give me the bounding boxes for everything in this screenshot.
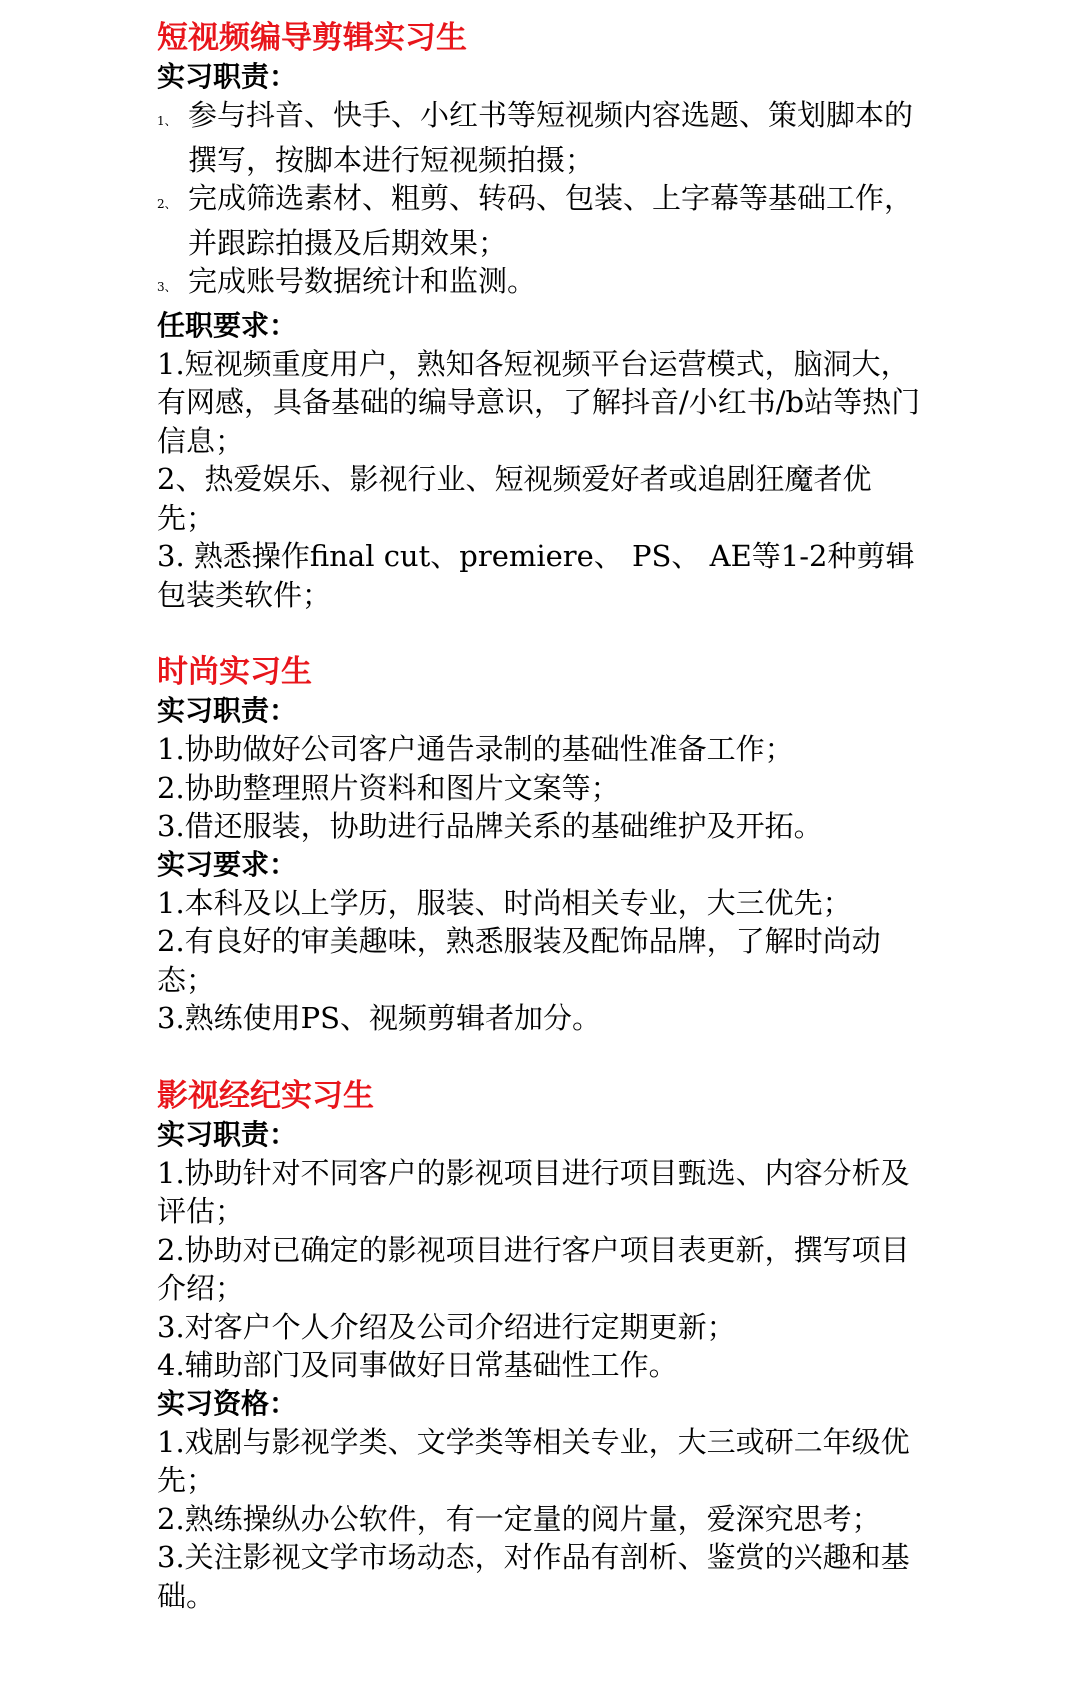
list-item: 2.有良好的审美趣味，熟悉服装及配饰品牌，了解时尚动态； [157, 924, 881, 997]
requirements-heading: 实习要求： [157, 847, 298, 881]
list-item: 2、热爱娱乐、影视行业、短视频爱好者或追剧狂魔者优先； [157, 462, 872, 535]
item-number: 1、 [157, 114, 177, 128]
list-item: 3.借还服装，协助进行品牌关系的基础维护及开拓。 [157, 809, 823, 843]
requirements-heading: 任职要求： [157, 308, 298, 342]
item-number: 2、 [157, 197, 177, 211]
list-item [157, 96, 927, 179]
list-item: 3.熟练使用PS、视频剪辑者加分。 [157, 1001, 602, 1035]
list-item [157, 179, 927, 262]
job-section-film-agent [157, 1076, 927, 1616]
list-item: 1.本科及以上学历，服装、时尚相关专业，大三优先； [157, 885, 852, 920]
job-section-video-editor [157, 18, 927, 614]
duties-heading: 实习职责： [157, 60, 298, 93]
item-text: 参与抖音、快手、小红书等短视频内容选题、策划脚本的撰写，按脚本进行短视频拍摄； [188, 98, 914, 177]
list-item: 2.熟练操纵办公软件，有一定量的阅片量，爱深究思考； [157, 1501, 881, 1536]
list-item: 3.对客户个人介绍及公司介绍进行定期更新； [157, 1309, 736, 1344]
item-text: 完成筛选素材、粗剪、转码、包装、上字幕等基础工作，并跟踪拍摄及后期效果； [188, 181, 914, 260]
list-item: 3.关注影视文学市场动态，对作品有剖析、鉴赏的兴趣和基础。 [157, 1540, 910, 1613]
list-item: 2.协助整理照片资料和图片文案等； [157, 770, 620, 805]
item-text: 完成账号数据统计和监测。 [188, 264, 537, 298]
job-title: 影视经纪实习生 [157, 1077, 374, 1114]
duties-heading: 实习职责： [157, 1117, 298, 1151]
job-title: 短视频编导剪辑实习生 [157, 20, 467, 56]
job-title: 时尚实习生 [157, 654, 312, 690]
list-item: 2.协助对已确定的影视项目进行客户项目表更新，撰写项目介绍； [157, 1232, 910, 1305]
list-item: 1.协助针对不同客户的影视项目进行项目甄选、内容分析及评估； [157, 1155, 910, 1228]
qualifications-heading: 实习资格： [157, 1386, 298, 1420]
job-section-fashion [157, 652, 927, 1038]
list-item [157, 262, 927, 307]
list-item: 1.短视频重度用户，熟知各短视频平台运营模式，脑洞大，有网感，具备基础的编导意识，了解抖音/小红书/b站等热门信息； [157, 346, 921, 458]
item-number: 3、 [157, 280, 177, 294]
job-postings [157, 18, 927, 1615]
list-item: 3. 熟悉操作final cut、premiere、 PS、 AE等1-2种剪辑包装类软件； [157, 539, 915, 612]
duties-heading: 实习职责： [157, 694, 298, 727]
list-item: 4.辅助部门及同事做好日常基础性工作。 [157, 1348, 678, 1382]
list-item: 1.协助做好公司客户通告录制的基础性准备工作； [157, 732, 794, 766]
list-item: 1.戏剧与影视学类、文学类等相关专业，大三或研二年级优先； [157, 1424, 910, 1497]
